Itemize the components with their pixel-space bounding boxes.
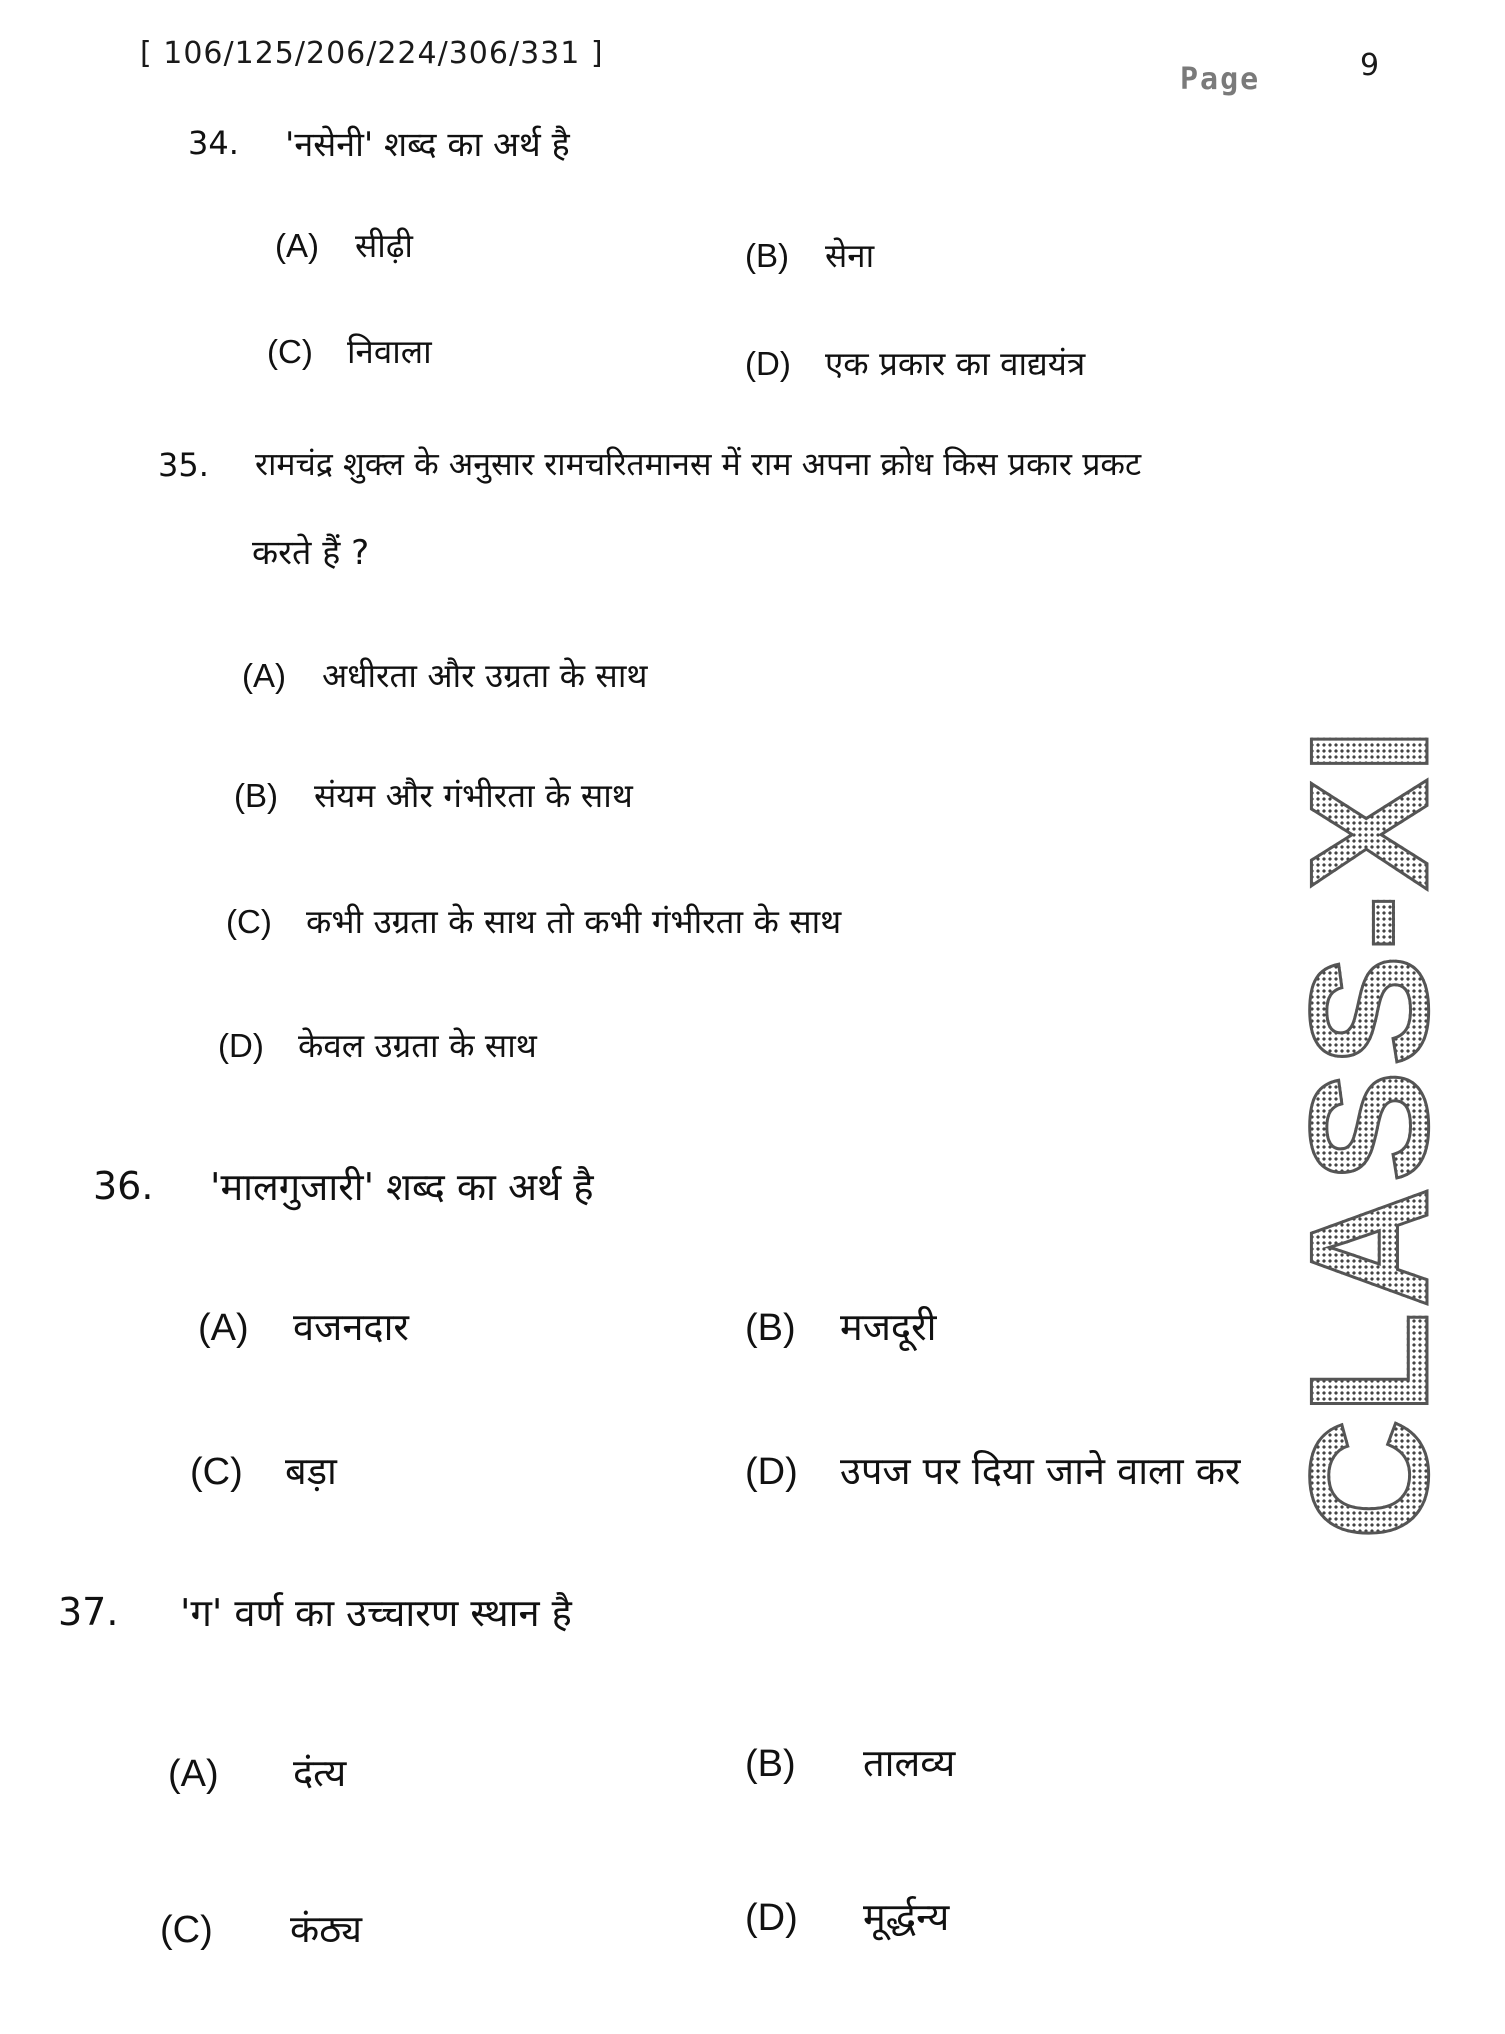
option-text: सीढ़ी	[355, 226, 413, 265]
question-text: 'ग' वर्ण का उच्चारण स्थान है	[180, 1591, 572, 1635]
page-label: Page	[1180, 62, 1261, 97]
option-a	[242, 652, 647, 697]
option-text: मूर्द्धन्य	[863, 1895, 950, 1939]
option-b	[745, 1300, 936, 1352]
option-b	[745, 1736, 955, 1788]
option-text: संयम और गंभीरता के साथ	[314, 776, 633, 815]
option-label: (B)	[745, 1743, 796, 1785]
question-number: 34.	[188, 124, 239, 162]
page-number: 9	[1360, 48, 1380, 83]
option-label: (C)	[226, 903, 272, 940]
option-label: (B)	[234, 777, 278, 814]
option-d	[745, 1890, 949, 1942]
option-a	[198, 1300, 409, 1352]
option-text: एक प्रकार का वाद्ययंत्र	[825, 344, 1086, 383]
option-text: दंत्य	[293, 1751, 347, 1795]
question-text-line1: रामचंद्र शुक्ल के अनुसार रामचरितमानस में राम अपना क्रोध किस प्रकार प्रकट	[255, 445, 1142, 483]
option-text: केवल उग्रता के साथ	[298, 1026, 537, 1065]
option-label: (C)	[190, 1451, 243, 1493]
option-text: कंठ्य	[290, 1907, 363, 1951]
option-text: मजदूरी	[840, 1305, 937, 1349]
question-number: 36.	[93, 1164, 154, 1208]
option-b	[745, 232, 874, 277]
option-text: बड़ा	[285, 1449, 337, 1493]
option-d	[218, 1022, 537, 1067]
option-b	[234, 772, 633, 817]
option-label: (B)	[745, 237, 789, 274]
option-text: निवाला	[347, 332, 432, 371]
question-text-line2: करते हैं ?	[252, 533, 370, 573]
option-a	[275, 222, 413, 267]
question-text: 'नसेनी' शब्द का अर्थ है	[285, 125, 570, 165]
option-label: (D)	[745, 1897, 798, 1939]
option-label: (A)	[275, 227, 319, 264]
question-number: 37.	[58, 1590, 119, 1634]
question-number: 35.	[158, 446, 209, 484]
question-text: 'मालगुजारी' शब्द का अर्थ है	[210, 1165, 594, 1209]
option-text: उपज पर दिया जाने वाला कर	[840, 1449, 1241, 1493]
option-label: (D)	[745, 1451, 798, 1493]
option-c	[226, 898, 841, 943]
option-d	[745, 340, 1085, 385]
option-label: (C)	[160, 1909, 213, 1951]
paper-code: [ 106/125/206/224/306/331 ]	[140, 36, 604, 71]
option-d	[745, 1444, 1240, 1496]
option-label: (A)	[198, 1307, 249, 1349]
class-xi-watermark: CLASS-XI	[1275, 723, 1463, 1540]
option-text: वजनदार	[293, 1305, 409, 1349]
option-c	[190, 1444, 337, 1496]
option-c	[160, 1902, 362, 1954]
option-a	[168, 1746, 346, 1798]
option-label: (D)	[218, 1027, 264, 1064]
option-text: अधीरता और उग्रता के साथ	[322, 656, 648, 695]
option-text: कभी उग्रता के साथ तो कभी गंभीरता के साथ	[306, 902, 842, 941]
option-text: सेना	[825, 236, 875, 275]
option-c	[267, 328, 432, 373]
option-label: (A)	[242, 657, 286, 694]
option-label: (B)	[745, 1307, 796, 1349]
option-text: तालव्य	[863, 1741, 956, 1785]
option-label: (D)	[745, 345, 791, 382]
option-label: (C)	[267, 333, 313, 370]
option-label: (A)	[168, 1753, 219, 1795]
